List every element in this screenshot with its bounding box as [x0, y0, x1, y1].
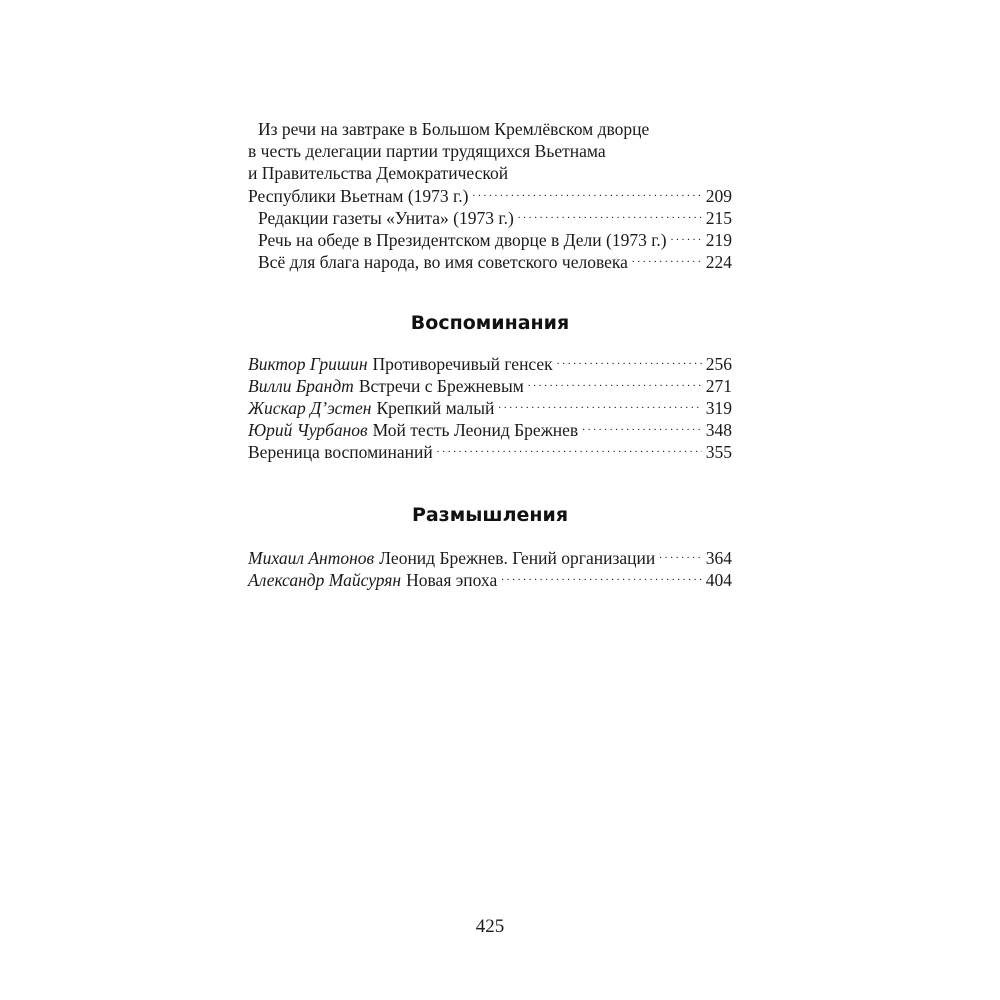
dot-leader — [437, 440, 702, 458]
toc-entry — [248, 374, 732, 396]
toc-reflections-block — [248, 546, 732, 590]
dot-leader — [518, 206, 702, 224]
toc-entry-page: 355 — [705, 441, 732, 462]
toc-entry-page: 364 — [705, 547, 732, 568]
dot-leader — [498, 396, 701, 414]
toc-entry-author: Виктор Гришин — [248, 353, 368, 374]
toc-speeches-block — [248, 118, 732, 272]
section-heading-reflections: Размышления — [411, 504, 569, 526]
toc-entry-title: Крепкий малый — [376, 397, 495, 418]
toc-entry-author: Александр Майсурян — [248, 569, 402, 590]
toc-entry-title: Мой тесть Леонид Брежнев — [372, 419, 579, 440]
toc-intro-line: и Правительства Демократической — [248, 163, 509, 183]
dot-leader — [501, 568, 702, 586]
toc-entry-page: 319 — [705, 397, 732, 418]
dot-leader — [632, 250, 702, 268]
toc-entry-page: 215 — [705, 207, 732, 228]
toc-entry-title: Леонид Брежнев. Гений организации — [379, 547, 656, 568]
toc-entry-page: 271 — [705, 375, 732, 396]
toc-entry — [248, 250, 732, 272]
toc-entry-title: Республики Вьетнам (1973 г.) — [248, 185, 469, 206]
dot-leader — [557, 352, 702, 370]
toc-entry-page: 219 — [705, 229, 732, 250]
toc-entry-author: Вилли Брандт — [248, 375, 354, 396]
toc-entry-page: 224 — [705, 251, 732, 272]
toc-entry-title: Встречи с Брежневым — [358, 375, 524, 396]
toc-entry — [248, 184, 732, 206]
dot-leader — [582, 418, 702, 436]
toc-entry-title: Редакции газеты «Унита» (1973 г.) — [258, 207, 514, 228]
toc-entry-title: Речь на обеде в Президентском дворце в Дели (1973 г.) — [258, 229, 667, 250]
toc-entry-title: Вереница воспоминаний — [248, 441, 433, 462]
toc-entry — [248, 440, 732, 462]
toc-entry-page: 348 — [705, 419, 732, 440]
page-number: 425 — [475, 916, 505, 937]
dot-leader — [472, 184, 701, 202]
toc-intro-line: Из речи на завтраке в Большом Кремлёвском дворце — [258, 119, 650, 139]
dot-leader — [671, 228, 702, 246]
toc-entry-page: 404 — [705, 569, 732, 590]
toc-entry — [248, 228, 732, 250]
toc-entry-title: Противоречивый генсек — [372, 353, 553, 374]
toc-entry — [248, 568, 732, 590]
dot-leader — [659, 546, 702, 564]
toc-entry-author: Михаил Антонов — [248, 547, 375, 568]
toc-entry-author: Жискар Д’эстен — [248, 397, 372, 418]
toc-memoirs-block — [248, 352, 732, 462]
toc-entry-author: Юрий Чурбанов — [248, 419, 368, 440]
dot-leader — [528, 374, 702, 392]
toc-entry-page: 256 — [705, 353, 732, 374]
toc-intro-line: в честь делегации партии трудящихся Вьетнама — [248, 141, 606, 161]
toc-entry-page: 209 — [705, 185, 732, 206]
toc-entry — [248, 352, 732, 374]
toc-entry-title: Новая эпоха — [406, 569, 498, 590]
toc-entry — [248, 546, 732, 568]
toc-entry — [248, 206, 732, 228]
toc-entry-title: Всё для блага народа, во имя советского человека — [258, 251, 628, 272]
section-heading-memoirs: Воспоминания — [410, 312, 570, 334]
toc-entry — [248, 396, 732, 418]
toc-entry — [248, 418, 732, 440]
